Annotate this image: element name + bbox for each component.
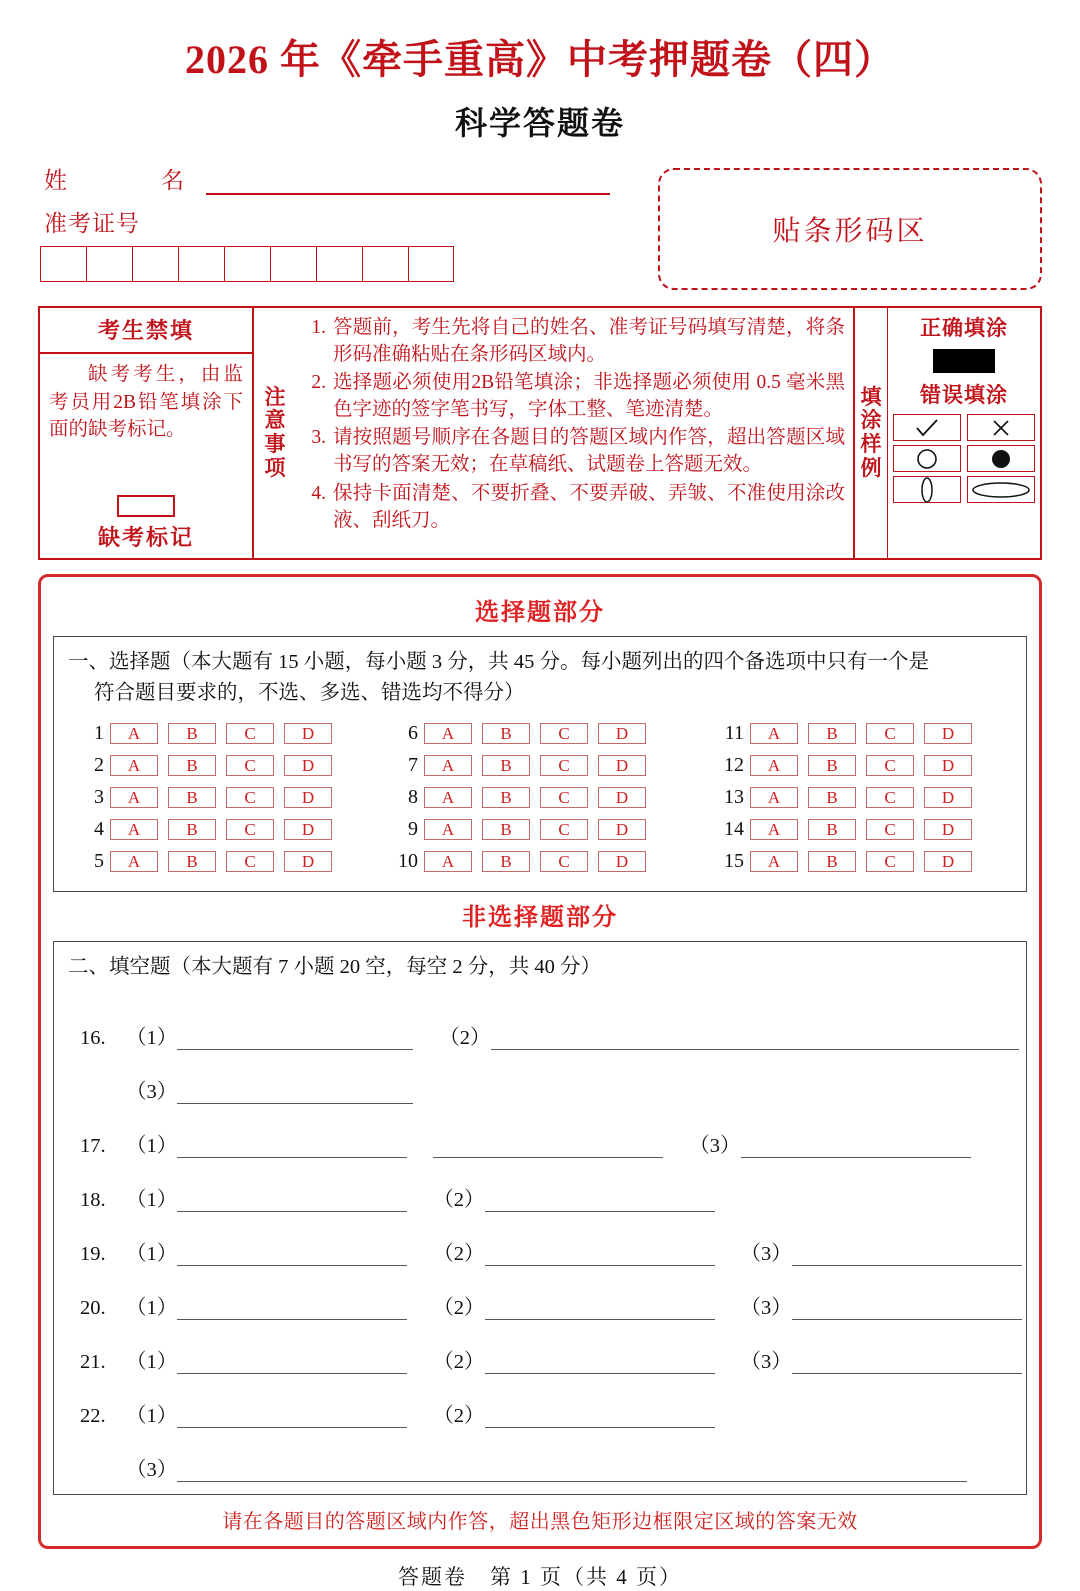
question-number: 7	[408, 754, 418, 776]
answer-bubble-b[interactable]: B	[808, 819, 856, 840]
answer-bubble-a[interactable]: A	[750, 851, 798, 872]
exam-number-cell[interactable]	[132, 246, 178, 282]
check-icon	[893, 414, 961, 441]
answer-bubble-d[interactable]: D	[284, 851, 332, 872]
answer-bubble-d[interactable]: D	[924, 819, 972, 840]
fill-blank-part	[433, 1137, 663, 1158]
answer-bubble-column	[72, 719, 368, 879]
fill-blank-rule[interactable]	[177, 1083, 413, 1104]
fill-blank-label: （2）	[433, 1189, 485, 1212]
answer-bubble-row	[386, 815, 682, 845]
fill-blank-row	[72, 1212, 1008, 1266]
fill-blank-row	[72, 1374, 1008, 1428]
barcode-area[interactable]	[658, 168, 1042, 290]
question-number: 15	[724, 850, 744, 872]
answer-bubble-b[interactable]: B	[168, 819, 216, 840]
answer-bubble-row	[72, 751, 368, 781]
page-footer: 答题卷 第 1 页（共 4 页）	[398, 1565, 682, 1590]
answer-bubble-d[interactable]: D	[598, 819, 646, 840]
fill-question-number: 18.	[80, 1189, 106, 1212]
correct-fill-sample	[933, 349, 995, 373]
answer-bubble-d[interactable]: D	[924, 723, 972, 744]
answer-bubble-b[interactable]: B	[168, 851, 216, 872]
notice-item-number: 3.	[311, 427, 326, 449]
wrong-fill-header: 错误填涂	[920, 383, 1008, 407]
fill-example-vertical-char: 例	[860, 455, 882, 480]
answer-bubble-c[interactable]: C	[540, 723, 588, 744]
fill-blank-part	[126, 1236, 407, 1266]
exam-number-cell[interactable]	[40, 246, 86, 282]
answer-bubble-c[interactable]: C	[540, 755, 588, 776]
page-title: 2026 年《牵手重高》中考押题卷（四）	[185, 37, 895, 82]
answer-bubble-row	[712, 751, 1008, 781]
notice-item-text: 保持卡面清楚、不要折叠、不要弄破、弄皱、不准使用涂改液、刮纸刀。	[333, 482, 845, 531]
answer-bubble-a[interactable]: A	[110, 723, 158, 744]
fill-blank-rule[interactable]	[177, 1245, 407, 1266]
choice-section-description	[68, 647, 1012, 709]
answer-bubble-a[interactable]: A	[750, 755, 798, 776]
answer-bubble-b[interactable]: B	[808, 723, 856, 744]
identity-left	[38, 162, 638, 282]
exam-number-cell[interactable]	[316, 246, 362, 282]
answer-bubble-c[interactable]: C	[866, 787, 914, 808]
fill-question-number: 20.	[80, 1297, 106, 1320]
answer-bubble-b[interactable]: B	[482, 755, 530, 776]
answer-bubble-c[interactable]: C	[866, 851, 914, 872]
fill-example-panel	[855, 308, 1040, 558]
fill-blank-label: （3）	[740, 1297, 792, 1320]
fill-blank-row	[72, 1158, 1008, 1212]
absent-mark-box[interactable]	[117, 495, 175, 517]
fill-blank-part	[126, 1398, 407, 1428]
notice-row	[38, 306, 1042, 560]
fill-question-number: 19.	[80, 1243, 106, 1266]
answer-bubble-row	[386, 719, 682, 749]
fill-blank-rows	[68, 996, 1012, 1482]
answer-bubble-row	[712, 719, 1008, 749]
exam-number-cell[interactable]	[86, 246, 132, 282]
choice-answer-box	[53, 636, 1027, 892]
identity-right	[638, 162, 1042, 290]
question-number: 3	[94, 786, 104, 808]
fill-blank-label: （1）	[126, 1189, 178, 1212]
fill-example-vertical-char: 涂	[860, 408, 882, 433]
answer-bubble-a[interactable]: A	[424, 755, 472, 776]
exam-number-cell[interactable]	[362, 246, 408, 282]
answer-bubble-a[interactable]: A	[750, 787, 798, 808]
answer-bubble-c[interactable]: C	[226, 755, 274, 776]
fill-blank-rule[interactable]	[177, 1299, 407, 1320]
exam-number-cell[interactable]	[270, 246, 316, 282]
question-number: 10	[398, 850, 418, 872]
answer-bubble-c[interactable]: C	[226, 819, 274, 840]
answer-bubble-c[interactable]: C	[540, 851, 588, 872]
fill-blank-rule[interactable]	[177, 1137, 407, 1158]
question-number: 2	[94, 754, 104, 776]
fill-blank-rule[interactable]	[485, 1407, 715, 1428]
answer-bubble-b[interactable]: B	[168, 787, 216, 808]
fill-blank-rule[interactable]	[485, 1299, 715, 1320]
fill-blank-rule[interactable]	[485, 1353, 715, 1374]
notice-vertical-char: 事	[264, 432, 286, 456]
answer-bubble-column	[682, 719, 1008, 879]
answer-bubble-d[interactable]: D	[598, 851, 646, 872]
fill-blank-label: （1）	[126, 1027, 178, 1050]
answer-bubble-a[interactable]: A	[424, 851, 472, 872]
fill-blank-part	[741, 1290, 1022, 1320]
fill-blank-label: （3）	[740, 1243, 792, 1266]
correct-fill-header: 正确填涂	[920, 316, 1008, 340]
answer-bubble-row	[712, 815, 1008, 845]
exam-number-grid[interactable]	[40, 246, 638, 282]
fill-blank-label: （2）	[439, 1027, 491, 1050]
answer-bubble-c[interactable]: C	[866, 723, 914, 744]
fill-blank-part	[689, 1128, 970, 1158]
fill-blank-part	[433, 1344, 714, 1374]
answer-bubble-row	[72, 719, 368, 749]
ellipse-vertical-icon	[893, 476, 961, 503]
fill-blank-label: （3）	[689, 1135, 741, 1158]
fill-question-number: 17.	[80, 1135, 106, 1158]
fill-blank-label: （1）	[126, 1351, 178, 1374]
forbidden-fill-header: 考生禁填	[40, 308, 252, 354]
fill-blank-rule[interactable]	[741, 1137, 971, 1158]
notice-item-text: 选择题必须使用2B铅笔填涂；非选择题必须使用 0.5 毫米黑色字迹的签字笔书写，字体工整、笔迹清楚。	[333, 372, 845, 421]
choice-desc-line2: 符合题目要求的，不选、多选、错选均不得分）	[94, 681, 525, 704]
answer-bubble-c[interactable]: C	[540, 819, 588, 840]
answer-bubble-c[interactable]: C	[866, 819, 914, 840]
exam-number-cell[interactable]	[178, 246, 224, 282]
fill-blank-label: （3）	[126, 1459, 178, 1482]
question-number: 1	[94, 722, 104, 744]
nonchoice-answer-box	[53, 941, 1027, 1496]
answer-bubble-d[interactable]: D	[924, 787, 972, 808]
wrong-fill-samples	[893, 414, 1035, 503]
answer-bubble-row	[72, 847, 368, 877]
fill-blank-row	[72, 1428, 1008, 1482]
answer-bubble-b[interactable]: B	[482, 723, 530, 744]
fill-example-vertical-char: 填	[860, 384, 882, 409]
answer-bubble-b[interactable]: B	[482, 819, 530, 840]
question-number: 8	[408, 786, 418, 808]
fill-example-vertical-label	[855, 308, 888, 558]
answer-bubble-row	[386, 847, 682, 877]
fill-blank-rule[interactable]	[177, 1407, 407, 1428]
fill-blank-row	[72, 1050, 1008, 1104]
answer-bubble-c[interactable]: C	[226, 723, 274, 744]
fill-blank-label: （1）	[126, 1405, 178, 1428]
fill-blank-rule[interactable]	[177, 1461, 967, 1482]
answer-bubble-c[interactable]: C	[540, 787, 588, 808]
answer-bubble-d[interactable]: D	[598, 755, 646, 776]
fill-blank-part	[126, 1452, 967, 1482]
fill-blank-rule[interactable]	[433, 1137, 663, 1158]
notice-panel	[254, 308, 855, 558]
answer-bubble-b[interactable]: B	[808, 851, 856, 872]
fill-question-number: 16.	[80, 1027, 106, 1050]
question-number: 4	[94, 818, 104, 840]
answer-bubble-row	[386, 783, 682, 813]
question-number: 9	[408, 818, 418, 840]
answer-bubble-row	[72, 783, 368, 813]
answer-bubble-grid[interactable]	[68, 719, 1012, 879]
name-input-rule[interactable]	[206, 171, 610, 195]
notice-item	[296, 480, 845, 534]
notice-item	[296, 424, 845, 478]
fill-blank-label: （1）	[126, 1243, 178, 1266]
name-field-row	[38, 162, 638, 195]
fill-blank-part	[741, 1236, 1022, 1266]
answer-bubble-a[interactable]: A	[110, 787, 158, 808]
fill-blank-rule[interactable]	[491, 1029, 1019, 1050]
notice-item	[296, 369, 845, 423]
fill-blank-row	[72, 1320, 1008, 1374]
fill-example-vertical-char: 样	[860, 432, 882, 456]
answer-bubble-b[interactable]: B	[168, 755, 216, 776]
ellipse-horizontal-icon	[967, 476, 1035, 503]
page-subtitle: 科学答题卷	[454, 105, 625, 141]
fill-blank-part	[126, 1020, 413, 1050]
answer-bubble-d[interactable]: D	[284, 819, 332, 840]
question-number: 12	[724, 754, 744, 776]
answer-bubble-c[interactable]: C	[226, 787, 274, 808]
notice-vertical-char: 注	[264, 384, 286, 409]
exam-number-cell[interactable]	[224, 246, 270, 282]
absent-mark-label: 缺考标记	[97, 525, 194, 550]
fill-blank-part	[433, 1182, 714, 1212]
fill-blank-label: （1）	[126, 1297, 178, 1320]
answer-bubble-a[interactable]: A	[110, 851, 158, 872]
answer-bubble-a[interactable]: A	[750, 723, 798, 744]
fill-blank-rule[interactable]	[792, 1245, 1022, 1266]
fill-blank-rule[interactable]	[485, 1245, 715, 1266]
exam-number-cell[interactable]	[408, 246, 454, 282]
answer-bubble-row	[712, 847, 1008, 877]
answer-bubble-b[interactable]: B	[168, 723, 216, 744]
notice-item-number: 2.	[311, 372, 326, 394]
answer-bubble-d[interactable]: D	[598, 723, 646, 744]
answer-bubble-a[interactable]: A	[750, 819, 798, 840]
question-number: 5	[94, 850, 104, 872]
fill-blank-rule[interactable]	[792, 1353, 1022, 1374]
fill-blank-part	[741, 1344, 1022, 1374]
fill-blank-rule[interactable]	[177, 1191, 407, 1212]
fill-blank-rule[interactable]	[485, 1191, 715, 1212]
question-number: 13	[724, 786, 744, 808]
choice-section-header: 选择题部分	[475, 600, 605, 626]
answer-bubble-d[interactable]: D	[284, 755, 332, 776]
cross-icon	[967, 414, 1035, 441]
choice-desc-line1: 一、选择题（本大题有 15 小题，每小题 3 分，共 45 分。每小题列出的四个备选项中只有一个是	[68, 651, 929, 673]
fill-blank-label: （2）	[433, 1243, 485, 1266]
notice-item	[296, 314, 845, 368]
answer-bubble-d[interactable]: D	[924, 851, 972, 872]
answer-bubble-column	[368, 719, 682, 879]
question-number: 6	[408, 722, 418, 744]
notice-item-number: 4.	[311, 482, 326, 504]
notice-item-number: 1.	[311, 317, 326, 338]
answer-bubble-c[interactable]: C	[226, 851, 274, 872]
notice-vertical-char: 意	[264, 408, 286, 433]
fill-question-number: 22.	[80, 1405, 106, 1428]
fill-blank-rule[interactable]	[792, 1299, 1022, 1320]
fill-blank-row	[72, 1104, 1008, 1158]
fill-blank-row	[72, 996, 1008, 1050]
answer-bubble-d[interactable]: D	[284, 723, 332, 744]
answer-bubble-d[interactable]: D	[598, 787, 646, 808]
answer-bubble-row	[712, 783, 1008, 813]
fill-blank-part	[126, 1290, 407, 1320]
fill-example-body	[888, 308, 1040, 558]
name-label: 姓 名	[44, 168, 200, 193]
answer-bubble-b[interactable]: B	[808, 787, 856, 808]
fill-blank-label: （2）	[433, 1405, 485, 1428]
fill-blank-part	[126, 1344, 407, 1374]
answer-area-warning: 请在各题目的答题区域内作答，超出黑色矩形边框限定区域的答案无效	[222, 1511, 858, 1534]
barcode-area-label: 贴条形码区	[772, 216, 928, 247]
fill-blank-part	[433, 1236, 714, 1266]
fill-blank-part	[126, 1074, 413, 1104]
circle-open-icon	[893, 445, 961, 472]
fill-blank-label: （1）	[126, 1135, 178, 1158]
answer-bubble-b[interactable]: B	[482, 851, 530, 872]
answer-bubble-b[interactable]: B	[482, 787, 530, 808]
answer-bubble-a[interactable]: A	[424, 819, 472, 840]
notice-item-text: 请按照题号顺序在各题目的答题区域内作答，超出答题区域书写的答案无效；在草稿纸、试题卷上答题无效。	[333, 427, 845, 476]
fill-blank-label: （3）	[126, 1081, 178, 1104]
question-number: 14	[724, 818, 744, 840]
fill-blank-rule[interactable]	[177, 1029, 413, 1050]
forbidden-fill-panel	[40, 308, 254, 558]
answer-bubble-c[interactable]: C	[866, 755, 914, 776]
answer-bubble-row	[72, 815, 368, 845]
question-number: 11	[724, 722, 744, 744]
nonchoice-section-description: 二、填空题（本大题有 7 小题 20 空，每空 2 分，共 40 分）	[68, 955, 601, 978]
answer-bubble-d[interactable]: D	[284, 787, 332, 808]
answer-bubble-a[interactable]: A	[424, 787, 472, 808]
fill-blank-part	[439, 1020, 1018, 1050]
fill-blank-part	[433, 1398, 714, 1428]
answer-bubble-a[interactable]: A	[424, 723, 472, 744]
answer-main-frame	[38, 574, 1042, 1549]
notice-vertical-char: 项	[264, 455, 286, 480]
fill-blank-part	[126, 1182, 407, 1212]
fill-blank-label: （2）	[433, 1351, 485, 1374]
fill-blank-part	[433, 1290, 714, 1320]
circle-filled-icon	[967, 445, 1035, 472]
exam-number-label: 准考证号	[44, 211, 140, 236]
answer-bubble-b[interactable]: B	[808, 755, 856, 776]
notice-vertical-label	[254, 308, 292, 558]
answer-bubble-d[interactable]: D	[924, 755, 972, 776]
notice-item-list	[292, 308, 853, 558]
identity-row	[38, 162, 1042, 290]
fill-question-number: 21.	[80, 1351, 106, 1374]
nonchoice-section-header: 非选择题部分	[462, 904, 618, 931]
answer-bubble-a[interactable]: A	[110, 819, 158, 840]
fill-blank-part	[126, 1128, 407, 1158]
notice-item-text: 答题前，考生先将自己的姓名、准考证号码填写清楚，将条形码准确粘贴在条形码区域内。	[333, 317, 845, 366]
fill-blank-label: （2）	[433, 1297, 485, 1320]
answer-bubble-a[interactable]: A	[110, 755, 158, 776]
answer-bubble-row	[386, 751, 682, 781]
forbidden-fill-body: 缺考考生，由监考员用2B铅笔填涂下面的缺考标记。	[49, 364, 243, 441]
fill-blank-row	[72, 1266, 1008, 1320]
fill-blank-label: （3）	[740, 1351, 792, 1374]
fill-blank-rule[interactable]	[177, 1353, 407, 1374]
